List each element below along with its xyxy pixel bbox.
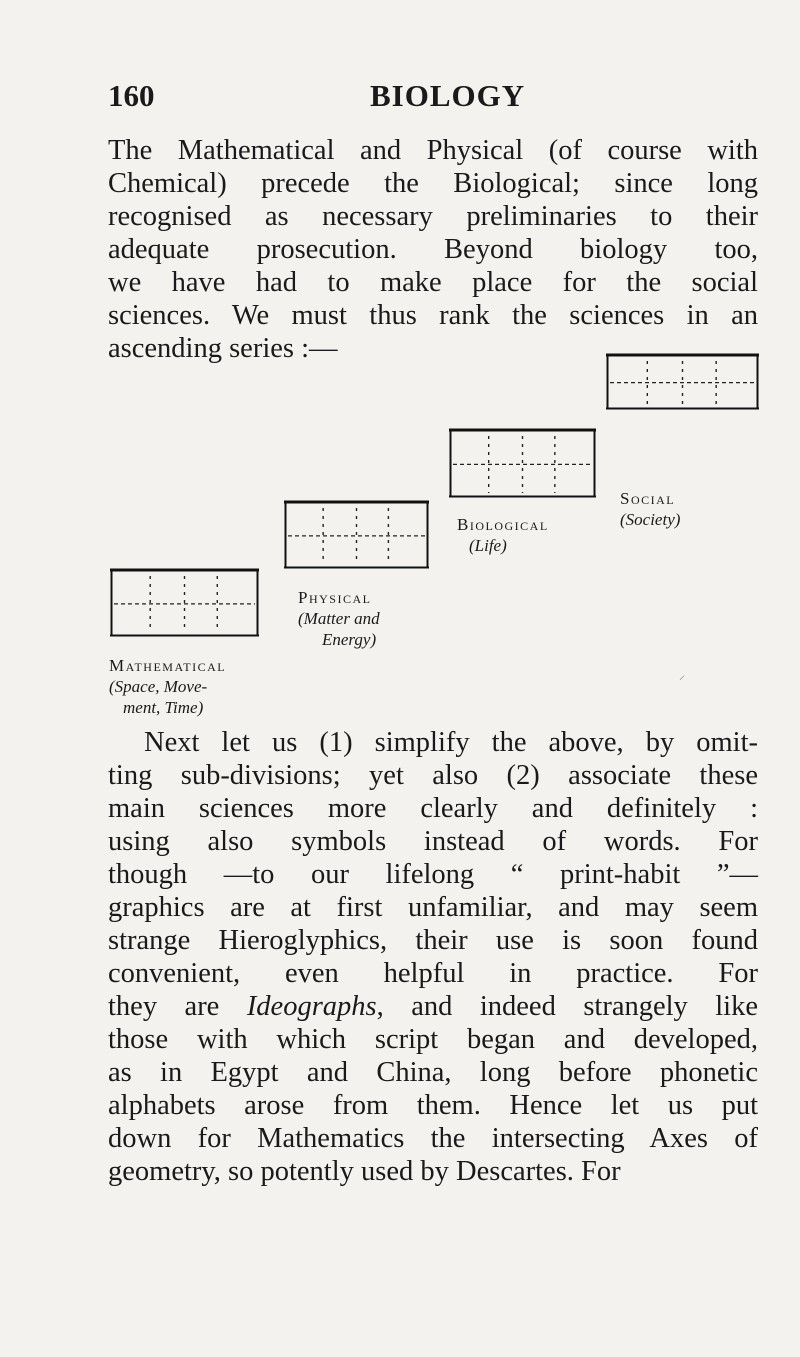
- text-line: ting sub-divisions; yet also (2) associate these: [108, 760, 758, 791]
- physical-box: [284, 500, 429, 569]
- biological-box: [449, 428, 596, 498]
- biological-subtitle: (Life): [469, 536, 507, 555]
- biological-label: [457, 514, 549, 556]
- text-line: geometry, so potently used by Descartes. For: [108, 1156, 621, 1187]
- text-line: Next let us (1) simplify the above, by omit-: [144, 727, 758, 758]
- biological-name: Biological: [457, 515, 549, 534]
- text-line: main sciences more clearly and definitely :: [108, 793, 758, 824]
- paragraph-1: [108, 134, 758, 365]
- text-line: as in Egypt and China, long before phonetic: [108, 1057, 758, 1088]
- text-line: those with which script began and developed,: [108, 1024, 758, 1055]
- mathematical-name: Mathematical: [109, 656, 227, 675]
- mathematical-box: [110, 568, 259, 637]
- page-number: 160: [108, 78, 155, 113]
- subdivided-box-graphic: [449, 428, 596, 498]
- ink-mark: ⸝: [679, 668, 686, 682]
- text-line: adequate prosecution. Beyond biology too,: [108, 234, 758, 265]
- text-line: graphics are at first unfamiliar, and may seem: [108, 892, 758, 923]
- running-head: BIOLOGY: [370, 78, 526, 113]
- mathematical-label: [109, 655, 226, 718]
- subdivided-box-graphic: [606, 353, 759, 410]
- physical-subtitle-1: (Matter and: [298, 609, 380, 628]
- text-line: recognised as necessary preliminaries to their: [108, 201, 758, 232]
- text-line: using also symbols instead of words. For: [108, 826, 758, 857]
- text-line: they are Ideographs, and indeed strangely like: [108, 991, 758, 1022]
- physical-name: Physical: [298, 588, 372, 607]
- physical-subtitle-2: Energy): [322, 630, 377, 649]
- mathematical-subtitle-1: (Space, Move-: [109, 677, 208, 696]
- social-subtitle: (Society): [620, 510, 681, 529]
- mathematical-subtitle-2: ment, Time): [123, 698, 204, 717]
- social-box: [606, 353, 759, 410]
- text-line: we have had to make place for the social: [108, 267, 758, 298]
- subdivided-box-graphic: [110, 568, 259, 637]
- text-line: though —to our lifelong “ print-habit ”—: [108, 859, 758, 890]
- text-line: down for Mathematics the intersecting Axes of: [108, 1123, 758, 1154]
- text-line: strange Hieroglyphics, their use is soon found: [108, 925, 758, 956]
- subdivided-box-graphic: [284, 500, 429, 569]
- italic-term: Ideographs: [246, 991, 377, 1022]
- text-line: sciences. We must thus rank the sciences in an: [108, 300, 758, 331]
- text-line: Chemical) precede the Biological; since long: [108, 168, 758, 199]
- social-label: [620, 488, 680, 530]
- social-name: Social: [620, 489, 676, 508]
- text-line: convenient, even helpful in practice. For: [108, 958, 758, 989]
- physical-label: [298, 587, 380, 650]
- page-header: [108, 78, 718, 118]
- text-line: alphabets arose from them. Hence let us put: [108, 1090, 758, 1121]
- paragraph-2: [108, 726, 758, 1188]
- text-line: The Mathematical and Physical (of course with: [108, 135, 758, 166]
- text-line: ascending series :—: [108, 333, 338, 364]
